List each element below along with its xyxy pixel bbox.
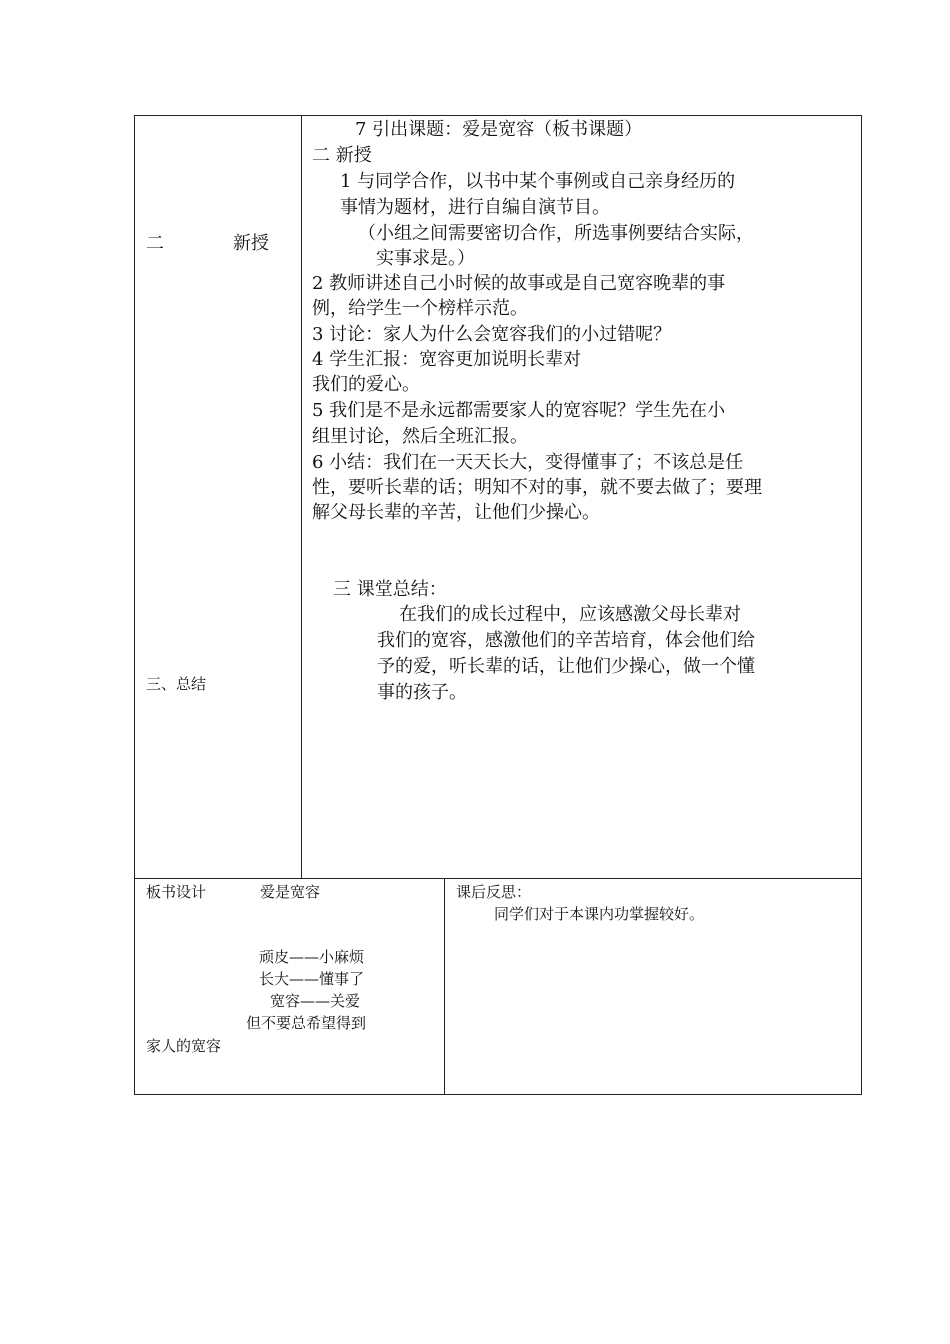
column-divider-top	[301, 115, 302, 879]
content-line: 例，给学生一个榜样示范。	[312, 298, 528, 319]
content-line: 2 教师讲述自己小时候的故事或是自己宽容晚辈的事	[312, 273, 726, 294]
board-line: 顽皮——小麻烦	[259, 948, 365, 966]
content-line: 7 引出课题：爱是宽容（板书课题）	[355, 119, 643, 140]
content-line: 二 新授	[312, 145, 372, 166]
content-line: 1 与同学合作，以书中某个事例或自己亲身经历的	[340, 171, 736, 192]
section-xinshou-label: 新授	[233, 233, 269, 254]
content-line: 4 学生汇报：宽容更加说明长辈对	[312, 349, 582, 370]
content-line: （小组之间需要密切合作，所选事例要结合实际，	[358, 223, 754, 244]
column-divider-bottom	[444, 878, 445, 1095]
summary-line: 予的爱，听长辈的话，让他们少操心，做一个懂	[377, 656, 755, 677]
section-zongjie-label: 三、总结	[146, 675, 207, 693]
board-line: 宽容——关爱	[270, 992, 361, 1010]
content-line: 事情为题材，进行自编自演节目。	[340, 197, 610, 218]
content-line: 实事求是。）	[376, 248, 475, 269]
summary-line: 我们的宽容，感激他们的辛苦培育，体会他们给	[377, 630, 755, 651]
content-line: 组里讨论，然后全班汇报。	[312, 426, 528, 447]
content-line: 6 小结：我们在一天天长大，变得懂事了；不该总是任	[312, 452, 744, 473]
summary-title: 三 课堂总结：	[333, 579, 447, 600]
section-xinshou-number: 二	[146, 233, 164, 254]
summary-line: 事的孩子。	[377, 682, 467, 703]
board-line: 长大——懂事了	[259, 970, 365, 988]
summary-line: 在我们的成长过程中，应该感激父母长辈对	[399, 604, 741, 625]
board-design-title: 爱是宽容	[260, 883, 321, 901]
board-line: 但不要总希望得到	[246, 1014, 367, 1032]
reflection-label: 课后反思：	[456, 883, 532, 901]
content-line: 3 讨论：家人为什么会宽容我们的小过错呢？	[312, 324, 672, 345]
content-line: 性，要听长辈的话；明知不对的事，就不要去做了；要理	[312, 477, 762, 498]
content-line: 解父母长辈的辛苦，让他们少操心。	[312, 502, 600, 523]
reflection-text: 同学们对于本课内功掌握较好。	[494, 905, 705, 923]
board-design-label: 板书设计	[146, 883, 207, 901]
row-divider	[134, 878, 862, 879]
content-line: 5 我们是不是永远都需要家人的宽容呢？学生先在小	[312, 400, 726, 421]
board-line: 家人的宽容	[146, 1037, 222, 1055]
content-line: 我们的爱心。	[312, 374, 420, 395]
